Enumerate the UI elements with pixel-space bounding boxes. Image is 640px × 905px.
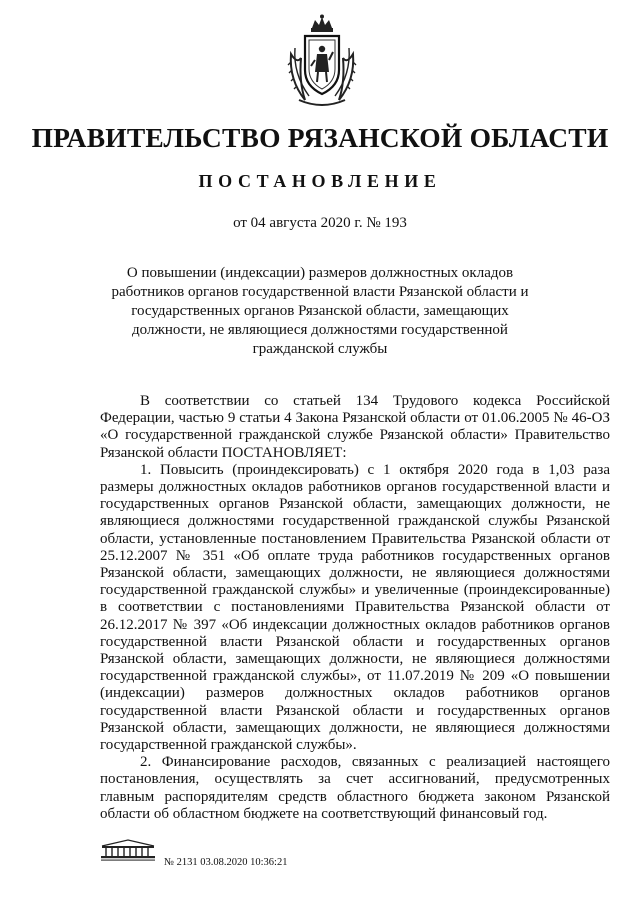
body-paragraph-1: 1. Повысить (проиндексировать) с 1 октября 2020 года в 1,03 раза размеры должностных окладов работников органов государственной власти и государственных органов Рязанской области, замещающих должности, не являющиеся должностями государственной гражданской службы Рязанской области, установленные постановлением Правительства Рязанской области от 25.12.2007 № 351 «Об оплате труда работников государственных органов Рязанской области, замещающих должности, не являющиеся должностями государственной гражданской службы» и увеличенные (проиндексированные) в соответствии с постановлениями Правительства Рязанской области от 26.12.2017 № 397 «Об индексации должностных окладов работников органов государственной власти Рязанской области и государственных органов Рязанской области, замещающих должности, не являющиеся должностями государственной гражданской службы», от 11.07.2019 № 209 «О повышении (индексации) размеров должностных окладов работников органов государственной власти Рязанской области и государственных органов Рязанской области, замещающих должности, не являющиеся должностями государственной гражданской службы». — [100, 461, 610, 754]
building-stamp-icon — [98, 838, 158, 862]
document-type: ПОСТАНОВЛЕНИЕ — [198, 171, 442, 191]
document-subject: О повышении (индексации) размеров должностных окладов работников органов государственной власти Рязанской области и государственных органов Рязанской области, замещающих должности, не являющиеся должностями государственной гражданской службы — [111, 265, 529, 357]
coat-of-arms-icon — [285, 14, 359, 110]
registration-stamp: № 2131 03.08.2020 10:36:21 — [164, 857, 288, 868]
government-title: ПРАВИТЕЛЬСТВО РЯЗАНСКОЙ ОБЛАСТИ — [31, 122, 609, 153]
document-date-number: от 04 августа 2020 г. № 193 — [233, 215, 407, 231]
body-paragraph-2: 2. Финансирование расходов, связанных с реализацией настоящего постановления, осуществлять за счет ассигнований, предусмотренных главным распорядителям средств областного бюджета законом Рязанской области об областном бюджете на соответствующий финансовый год. — [100, 754, 610, 822]
body-paragraph-preamble: В соответствии со статьей 134 Трудового кодекса Российской Федерации, частью 9 статьи 4 Закона Рязанской области от 01.06.2005 № 46-ОЗ «О государственной гражданской службе Рязанской области» Правительство Рязанской области ПОСТАНОВЛЯЕТ: — [100, 393, 610, 461]
document-body — [100, 393, 610, 823]
